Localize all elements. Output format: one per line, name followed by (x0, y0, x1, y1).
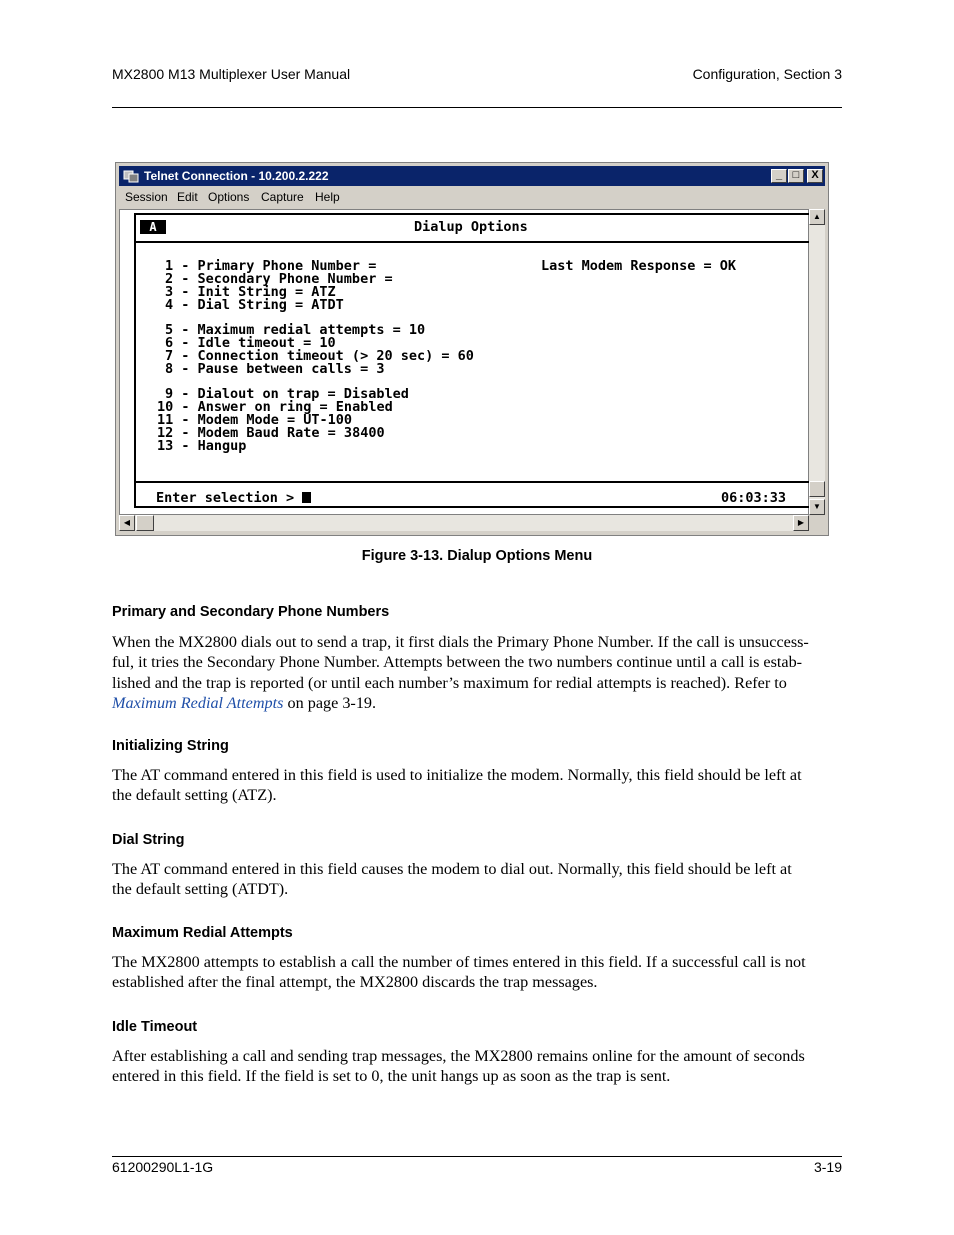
paragraph-idle-timeout (112, 1046, 842, 1087)
maximize-button[interactable]: □ (788, 169, 804, 183)
menu-session[interactable]: Session (125, 190, 168, 204)
terminal-clock: 06:03:33 (721, 490, 787, 506)
paragraph-dial-string (112, 859, 842, 900)
text-line: the default setting (ATDT). (112, 880, 289, 899)
document-number: 61200290L1-1G (112, 1159, 214, 1175)
figure-caption: Figure 3-13. Dialup Options Menu (361, 548, 593, 564)
link-maximum-redial-attempts[interactable]: Maximum Redial Attempts (112, 694, 284, 713)
menu-option-11[interactable]: 11 - Modem Mode = UT-100 (157, 412, 353, 428)
menu-option-9[interactable]: 9 - Dialout on trap = Disabled (165, 386, 409, 402)
text-line (112, 693, 842, 713)
vertical-scroll-thumb[interactable] (809, 481, 825, 497)
text-line: The MX2800 attempts to establish a call the number of times entered in this field. If a successful call is not (112, 953, 806, 971)
menu-option-3[interactable]: 3 - Init String = ATZ (165, 284, 336, 300)
screen-badge: A (140, 220, 166, 234)
paragraph-maximum-redial-attempts (112, 952, 842, 993)
header-rule (112, 107, 842, 108)
close-button[interactable]: X (807, 169, 823, 183)
text-cursor (302, 492, 311, 503)
text-line: When the MX2800 dials out to send a trap, it first dials the Primary Phone Number. If the call is unsuccess- (112, 633, 809, 651)
window-title: Telnet Connection - 10.200.2.222 (144, 169, 329, 183)
menu-option-7[interactable]: 7 - Connection timeout (> 20 sec) = 60 (165, 348, 474, 364)
prompt-text: Enter selection > (156, 490, 295, 506)
last-modem-response: Last Modem Response = OK (541, 258, 737, 274)
menu-edit[interactable]: Edit (177, 190, 198, 204)
paragraph-phone-numbers (112, 632, 842, 714)
menu-bar (119, 187, 825, 207)
terminal-screen[interactable] (119, 209, 809, 515)
menu-option-2[interactable]: 2 - Secondary Phone Number = (165, 271, 393, 287)
text-line: The AT command entered in this field is used to initialize the modem. Normally, this field should be left at (112, 766, 802, 784)
scroll-left-arrow-icon[interactable]: ◀ (119, 515, 135, 531)
scroll-up-arrow-icon[interactable]: ▲ (809, 209, 825, 225)
menu-option-4[interactable]: 4 - Dial String = ATDT (165, 297, 344, 313)
title-bar[interactable] (119, 166, 825, 186)
menu-option-5[interactable]: 5 - Maximum redial attempts = 10 (165, 322, 426, 338)
text-line: lished and the trap is reported (or until each number’s maximum for redial attempts is reached). Refer to (112, 673, 787, 692)
menu-option-8[interactable]: 8 - Pause between calls = 3 (165, 361, 385, 377)
telnet-window (115, 162, 829, 536)
page-number: 3-19 (813, 1159, 842, 1175)
horizontal-scrollbar[interactable] (119, 515, 809, 531)
scroll-down-arrow-icon[interactable]: ▼ (809, 499, 825, 515)
link-suffix-text: on page 3-19. (283, 694, 377, 713)
paragraph-initializing-string (112, 765, 842, 806)
menu-capture[interactable]: Capture (261, 190, 304, 204)
menu-help[interactable]: Help (315, 190, 340, 204)
heading-idle-timeout: Idle Timeout (112, 1019, 198, 1035)
menu-option-13[interactable]: 13 - Hangup (157, 438, 247, 454)
terminal-left-border (134, 241, 136, 483)
telnet-app-icon[interactable] (123, 169, 139, 183)
menu-option-10[interactable]: 10 - Answer on ring = Enabled (157, 399, 393, 415)
heading-dial-string: Dial String (112, 832, 185, 848)
text-line: established after the final attempt, the MX2800 discards the trap messages. (112, 973, 598, 992)
minimize-button[interactable]: _ (771, 169, 787, 183)
menu-options[interactable]: Options (208, 190, 250, 204)
horizontal-scroll-thumb[interactable] (136, 515, 154, 531)
menu-option-12[interactable]: 12 - Modem Baud Rate = 38400 (157, 425, 385, 441)
running-header-section: Configuration, Section 3 (692, 66, 842, 82)
selection-prompt[interactable] (156, 492, 311, 505)
text-line: the default setting (ATZ). (112, 786, 277, 805)
screen-title: Dialup Options (414, 219, 528, 235)
text-line: entered in this field. If the field is set to 0, the unit hangs up as soon as the trap is sent. (112, 1067, 671, 1086)
heading-initializing-string: Initializing String (112, 738, 229, 754)
menu-option-6[interactable]: 6 - Idle timeout = 10 (165, 335, 336, 351)
heading-maximum-redial-attempts: Maximum Redial Attempts (112, 925, 293, 941)
running-header-title: MX2800 M13 Multiplexer User Manual (112, 66, 351, 82)
text-line: The AT command entered in this field causes the modem to dial out. Normally, this field should be left at (112, 860, 792, 878)
menu-option-1[interactable]: 1 - Primary Phone Number = (165, 258, 377, 274)
scroll-right-arrow-icon[interactable]: ▶ (793, 515, 809, 531)
text-line: After establishing a call and sending trap messages, the MX2800 remains online for the amount of seconds (112, 1047, 805, 1065)
text-line: ful, it tries the Secondary Phone Number. Attempts between the two numbers continue until a call is estab- (112, 653, 803, 672)
heading-phone-numbers: Primary and Secondary Phone Numbers (112, 604, 390, 620)
vertical-scrollbar[interactable] (809, 209, 825, 515)
footer-rule (112, 1156, 842, 1157)
